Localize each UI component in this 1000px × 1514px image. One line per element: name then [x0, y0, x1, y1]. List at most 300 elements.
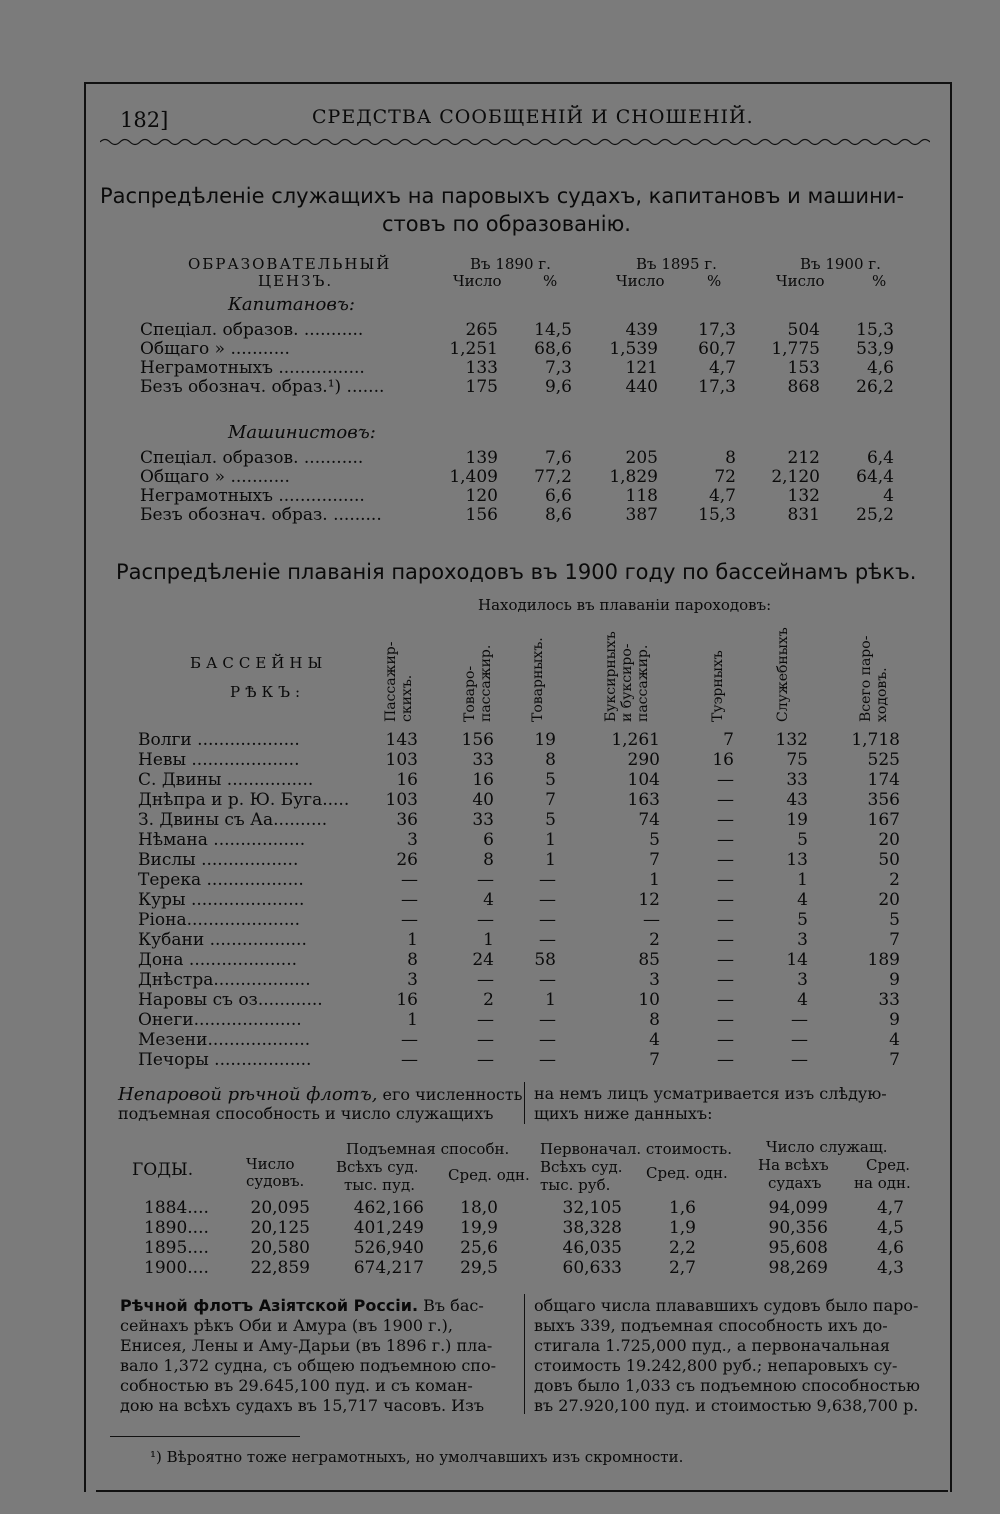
- head-staff-all-2: судахъ: [768, 1174, 822, 1192]
- table-cell: 439: [625, 320, 658, 340]
- table-cell: —: [539, 1010, 556, 1030]
- table-cell: 94,099: [768, 1198, 828, 1218]
- nonsteam-intro-right2: щихъ ниже данныхъ:: [534, 1104, 713, 1123]
- nonsteam-intro-line2: подъемная способность и число служащихъ: [118, 1104, 494, 1123]
- table-cell: 1,409: [449, 467, 498, 487]
- head-years: ГОДЫ.: [132, 1160, 194, 1180]
- table-cell: 132: [787, 486, 820, 506]
- table-cell: 5: [649, 830, 660, 850]
- table-cell: 1,775: [771, 339, 820, 359]
- table-cell: 2,7: [668, 1258, 696, 1278]
- table-cell: 20,095: [250, 1198, 310, 1218]
- year-1890: Въ 1890 г.: [470, 255, 551, 273]
- table-cell: —: [717, 930, 734, 950]
- table-cell: 98,269: [768, 1258, 828, 1278]
- year-label: 1884....: [144, 1198, 209, 1218]
- table-cell: —: [477, 970, 494, 990]
- table-cell: 14,5: [534, 320, 572, 340]
- table-cell: 4: [797, 990, 808, 1010]
- col-head-census: ЦЕНЗЪ.: [258, 272, 334, 290]
- table-cell: 16: [712, 750, 734, 770]
- table-cell: 8: [649, 1010, 660, 1030]
- basin-label: Мезени...................: [138, 1030, 311, 1050]
- table-cell: 1: [797, 870, 808, 890]
- table-cell: 9,6: [544, 377, 572, 397]
- table-cell: 440: [625, 377, 658, 397]
- table-cell: 26: [396, 850, 418, 870]
- basin-label: Днѣстра..................: [138, 970, 311, 990]
- head-capacity: Подъемная способн.: [346, 1140, 510, 1158]
- table-cell: 7: [649, 850, 660, 870]
- section1-title-line1: Распредѣленіе служащихъ на паровыхъ судахъ, капитановъ и машини-: [100, 184, 905, 208]
- rotated-column-header: [383, 642, 415, 723]
- table-cell: —: [643, 910, 660, 930]
- year-1895: Въ 1895 г.: [636, 255, 717, 273]
- table-cell: —: [717, 890, 734, 910]
- head-cost-avg: Сред. одн.: [646, 1164, 728, 1182]
- asian-fleet-line: довъ было 1,033 съ подъемною способностью: [534, 1376, 920, 1395]
- table-cell: 163: [627, 790, 660, 810]
- table-cell: 16: [472, 770, 494, 790]
- table-cell: 356: [867, 790, 900, 810]
- table-cell: 5: [797, 830, 808, 850]
- table-cell: 77,2: [534, 467, 572, 487]
- asian-fleet-heading: Рѣчной флотъ Азіятской Россіи.: [120, 1296, 419, 1315]
- table-cell: 68,6: [534, 339, 572, 359]
- table-cell: —: [401, 910, 418, 930]
- head-count-1: Число: [246, 1155, 295, 1173]
- asian-fleet-left: [120, 1296, 496, 1416]
- table-cell: 17,3: [698, 377, 736, 397]
- table-cell: 18,0: [460, 1198, 498, 1218]
- table-cell: 15,3: [856, 320, 894, 340]
- row-label: Неграмотныхъ ................: [140, 486, 365, 506]
- table-cell: 1: [483, 930, 494, 950]
- table-cell: 3: [797, 930, 808, 950]
- asian-fleet-line: сейнахъ рѣкъ Оби и Амура (въ 1900 г.),: [120, 1316, 453, 1335]
- table-cell: 72: [714, 467, 736, 487]
- table-cell: —: [401, 870, 418, 890]
- table-cell: 205: [625, 448, 658, 468]
- rotated-column-header: [530, 637, 546, 722]
- table-cell: 2: [889, 870, 900, 890]
- table-cell: 189: [867, 950, 900, 970]
- rotated-column-header: [710, 650, 726, 722]
- table-cell: 212: [787, 448, 820, 468]
- table-cell: —: [717, 790, 734, 810]
- head-capacity-all-2: тыс. пуд.: [344, 1176, 416, 1194]
- column-header-line: пассажир.: [635, 644, 651, 722]
- year-label: 1895....: [144, 1238, 209, 1258]
- table-cell: 22,859: [250, 1258, 310, 1278]
- table-cell: 174: [867, 770, 900, 790]
- nonsteam-heading: Непаровой рѣчной флотъ,: [118, 1084, 378, 1105]
- table-cell: 16: [396, 770, 418, 790]
- table-cell: 8: [483, 850, 494, 870]
- sub-pct-1890: %: [543, 272, 558, 290]
- table-cell: 2: [483, 990, 494, 1010]
- table-cell: 4,7: [876, 1198, 904, 1218]
- table-cell: 133: [465, 358, 498, 378]
- table-cell: 1,251: [449, 339, 498, 359]
- row-label: Спеціал. образов. ...........: [140, 320, 364, 340]
- table-cell: 85: [638, 950, 660, 970]
- asian-fleet-line: общаго числа плававшихъ судовъ было паро-: [534, 1296, 919, 1315]
- wavy-divider: [100, 135, 930, 149]
- table-cell: —: [539, 930, 556, 950]
- table-cell: 36: [396, 810, 418, 830]
- table-cell: 504: [787, 320, 820, 340]
- table-cell: —: [791, 1030, 808, 1050]
- table-cell: 32,105: [562, 1198, 622, 1218]
- table-cell: 7: [649, 1050, 660, 1070]
- basin-label: Наровы съ оз............: [138, 990, 323, 1010]
- table-cell: 3: [407, 830, 418, 850]
- table-cell: 462,166: [353, 1198, 424, 1218]
- table-cell: —: [477, 870, 494, 890]
- basin-label: Днѣпра и р. Ю. Буга.....: [138, 790, 350, 810]
- table-cell: 1: [545, 990, 556, 1010]
- table-cell: 4,3: [876, 1258, 904, 1278]
- table-cell: —: [717, 770, 734, 790]
- page-number: 182]: [120, 108, 169, 132]
- column-header-line: Товарныхъ.: [530, 637, 546, 722]
- table-cell: 58: [534, 950, 556, 970]
- table-cell: —: [477, 910, 494, 930]
- table-cell: 74: [638, 810, 660, 830]
- table-cell: —: [477, 1030, 494, 1050]
- basin-label: Волги ...................: [138, 730, 300, 750]
- column-header-line: и буксиро-: [619, 643, 635, 722]
- table-cell: 19: [534, 730, 556, 750]
- table-cell: 290: [627, 750, 660, 770]
- year-label: 1890....: [144, 1218, 209, 1238]
- running-title: СРЕДСТВА СООБЩЕНІЙ И СНОШЕНІЙ.: [312, 106, 754, 128]
- column-divider-2: [524, 1294, 525, 1414]
- table-cell: 674,217: [353, 1258, 424, 1278]
- head-staff-avg-1: Сред.: [866, 1156, 910, 1174]
- table-cell: 20: [878, 830, 900, 850]
- table-cell: 143: [385, 730, 418, 750]
- table-cell: 17,3: [698, 320, 736, 340]
- table-cell: 10: [638, 990, 660, 1010]
- table-cell: 15,3: [698, 505, 736, 525]
- group-title: Капитановъ:: [228, 294, 355, 315]
- table-cell: —: [539, 890, 556, 910]
- column-divider: [524, 1082, 525, 1124]
- asian-fleet-text: Въ бас-: [423, 1296, 484, 1315]
- head-staff: Число служащ.: [766, 1138, 888, 1156]
- asian-fleet-line: стоимость 19.242,800 руб.; непаровыхъ су-: [534, 1356, 898, 1375]
- asian-fleet-line: стигала 1.725,000 пуд., а первоначальная: [534, 1336, 891, 1355]
- table-cell: —: [477, 1050, 494, 1070]
- table-cell: —: [717, 910, 734, 930]
- table-cell: 29,5: [460, 1258, 498, 1278]
- table-cell: 4: [649, 1030, 660, 1050]
- head-cost-all-1: Всѣхъ суд.: [540, 1158, 623, 1176]
- table-cell: 75: [786, 750, 808, 770]
- asian-fleet-line: выхъ 339, подъемная способность ихъ до-: [534, 1316, 888, 1335]
- basin-label: Куры .....................: [138, 890, 305, 910]
- table-cell: 265: [465, 320, 498, 340]
- table-cell: 175: [465, 377, 498, 397]
- table-cell: 13: [786, 850, 808, 870]
- table-cell: 4,6: [866, 358, 894, 378]
- footnote: ¹) Вѣроятно тоже неграмотныхъ, но умолчавшихъ изъ скромности.: [150, 1448, 684, 1466]
- table-cell: 4,7: [708, 358, 736, 378]
- table-cell: —: [717, 1050, 734, 1070]
- table-cell: 831: [787, 505, 820, 525]
- table-cell: 43: [786, 790, 808, 810]
- table-cell: 33: [786, 770, 808, 790]
- head-cost: Первоначал. стоимость.: [540, 1140, 732, 1158]
- table-cell: 1: [407, 1010, 418, 1030]
- table-cell: 25,6: [460, 1238, 498, 1258]
- table-cell: 4: [797, 890, 808, 910]
- basin-label: Невы ....................: [138, 750, 300, 770]
- table-cell: 46,035: [562, 1238, 622, 1258]
- table-cell: 156: [461, 730, 494, 750]
- table-cell: 14: [786, 950, 808, 970]
- table-cell: 8: [545, 750, 556, 770]
- table-cell: 401,249: [353, 1218, 424, 1238]
- table-cell: 33: [472, 810, 494, 830]
- table-cell: 7,6: [544, 448, 572, 468]
- table-cell: —: [477, 1010, 494, 1030]
- basin-label: Дона ....................: [138, 950, 298, 970]
- table-cell: 7,3: [544, 358, 572, 378]
- sub-count-1900: Число: [776, 272, 825, 290]
- section2-title: Распредѣленіе плаванія пароходовъ въ 1900 году по бассейнамъ рѣкъ.: [116, 560, 917, 584]
- table-cell: 1,6: [668, 1198, 696, 1218]
- basin-label: Кубани ..................: [138, 930, 307, 950]
- table-cell: 6,6: [544, 486, 572, 506]
- table-cell: —: [791, 1010, 808, 1030]
- table-cell: 9: [889, 1010, 900, 1030]
- table-cell: 387: [625, 505, 658, 525]
- table-cell: 5: [545, 770, 556, 790]
- table-cell: 525: [867, 750, 900, 770]
- bottom-rule: [96, 1490, 948, 1492]
- table-cell: 7: [889, 1050, 900, 1070]
- table-cell: 26,2: [856, 377, 894, 397]
- nonsteam-intro-line1: [118, 1084, 522, 1105]
- table-cell: 2,120: [771, 467, 820, 487]
- year-1900: Въ 1900 г.: [800, 255, 881, 273]
- table-cell: —: [539, 870, 556, 890]
- asian-fleet-line: въ 27.920,100 пуд. и стоимостью 9,638,700 р.: [534, 1396, 919, 1415]
- table-cell: 5: [545, 810, 556, 830]
- table-cell: 103: [385, 790, 418, 810]
- asian-fleet-right: [534, 1296, 920, 1416]
- rotated-column-header: [858, 636, 890, 722]
- sub-count-1890: Число: [453, 272, 502, 290]
- table-cell: —: [401, 890, 418, 910]
- head-count-2: судовъ.: [246, 1172, 305, 1190]
- sub-pct-1895: %: [707, 272, 722, 290]
- basin-label: С. Двины ................: [138, 770, 314, 790]
- basin-label: Терека ..................: [138, 870, 304, 890]
- table-cell: —: [717, 990, 734, 1010]
- column-header-line: ходовъ.: [874, 667, 890, 722]
- table-cell: 60,7: [698, 339, 736, 359]
- footnote-rule: [110, 1436, 300, 1437]
- head-cost-all-2: тыс. руб.: [540, 1176, 611, 1194]
- table-cell: 1,539: [609, 339, 658, 359]
- column-header-line: Служебныхъ: [775, 627, 791, 722]
- table-cell: —: [717, 810, 734, 830]
- table-cell: —: [401, 1050, 418, 1070]
- table-cell: 2: [649, 930, 660, 950]
- basin-label: Нѣмана .................: [138, 830, 306, 850]
- table-cell: 8: [407, 950, 418, 970]
- found-header: Находилось въ плаваніи пароходовъ:: [478, 596, 772, 614]
- table-cell: 64,4: [856, 467, 894, 487]
- table-cell: 4,7: [708, 486, 736, 506]
- table-cell: —: [717, 870, 734, 890]
- column-header-line: Всего паро-: [858, 635, 874, 722]
- rotated-column-header: [462, 645, 494, 722]
- table-cell: 156: [465, 505, 498, 525]
- year-label: 1900....: [144, 1258, 209, 1278]
- head-staff-all-1: На всѣхъ: [758, 1156, 829, 1174]
- table-cell: 20,580: [250, 1238, 310, 1258]
- column-header-line: Буксирныхъ: [603, 631, 619, 722]
- table-cell: 16: [396, 990, 418, 1010]
- table-cell: —: [539, 1050, 556, 1070]
- table-cell: 8,6: [544, 505, 572, 525]
- table-cell: 868: [787, 377, 820, 397]
- row-label: Безъ обознач. образ.¹) .......: [140, 377, 385, 397]
- table-cell: 19,9: [460, 1218, 498, 1238]
- row-label: Спеціал. образов. ...........: [140, 448, 364, 468]
- table-cell: 50: [878, 850, 900, 870]
- table-cell: 120: [465, 486, 498, 506]
- table-cell: —: [791, 1050, 808, 1070]
- asian-fleet-line: собностью въ 29.645,100 пуд. и съ коман-: [120, 1376, 473, 1395]
- table-cell: 25,2: [856, 505, 894, 525]
- basin-label: Ріона.....................: [138, 910, 301, 930]
- asian-fleet-line: вало 1,372 судна, съ общею подъемною спо-: [120, 1356, 496, 1375]
- table-cell: 118: [625, 486, 658, 506]
- table-cell: 5: [889, 910, 900, 930]
- table-cell: 1,718: [851, 730, 900, 750]
- table-cell: 60,633: [562, 1258, 622, 1278]
- table-cell: 2,2: [668, 1238, 696, 1258]
- table-cell: 40: [472, 790, 494, 810]
- table-cell: 53,9: [856, 339, 894, 359]
- column-header-line: Товаро-: [462, 665, 478, 722]
- table-cell: 8: [725, 448, 736, 468]
- table-cell: 7: [723, 730, 734, 750]
- table-cell: 4: [883, 486, 894, 506]
- table-cell: 526,940: [353, 1238, 424, 1258]
- group-title: Машинистовъ:: [228, 422, 376, 443]
- table-cell: 3: [407, 970, 418, 990]
- table-cell: —: [717, 1010, 734, 1030]
- table-cell: —: [717, 830, 734, 850]
- table-cell: —: [401, 1030, 418, 1050]
- table-cell: 90,356: [768, 1218, 828, 1238]
- table-cell: 4: [889, 1030, 900, 1050]
- row-label: Общаго » ...........: [140, 339, 290, 359]
- rotated-column-header: [775, 627, 791, 722]
- table-cell: 139: [465, 448, 498, 468]
- table-cell: 132: [775, 730, 808, 750]
- column-header-line: пассажир.: [478, 644, 494, 722]
- table-cell: —: [717, 950, 734, 970]
- table-cell: 5: [797, 910, 808, 930]
- basin-label: Печоры ..................: [138, 1050, 312, 1070]
- table-cell: 1: [407, 930, 418, 950]
- asian-fleet-line1: [120, 1296, 496, 1316]
- sub-pct-1900: %: [872, 272, 887, 290]
- section1-title-line2: стовъ по образованію.: [382, 212, 631, 236]
- table-cell: 1: [649, 870, 660, 890]
- head-staff-avg-2: на одн.: [854, 1174, 911, 1192]
- row-label: Неграмотныхъ ................: [140, 358, 365, 378]
- basin-label: Вислы ..................: [138, 850, 299, 870]
- basin-label: З. Двины съ Аа..........: [138, 810, 328, 830]
- column-header-line: скихъ.: [399, 674, 415, 722]
- table-cell: 9: [889, 970, 900, 990]
- table-cell: 20: [878, 890, 900, 910]
- table-cell: —: [717, 970, 734, 990]
- col-head-education: ОБРАЗОВАТЕЛЬНЫЙ: [188, 255, 392, 273]
- head-capacity-all-1: Всѣхъ суд.: [336, 1158, 419, 1176]
- row-label: Безъ обознач. образ. .........: [140, 505, 382, 525]
- table-cell: —: [539, 970, 556, 990]
- table-cell: —: [539, 1030, 556, 1050]
- nonsteam-intro-right1: на немъ лицъ усматривается изъ слѣдую-: [534, 1084, 887, 1103]
- table-cell: 4,6: [876, 1238, 904, 1258]
- table-cell: 3: [797, 970, 808, 990]
- table-cell: 6,4: [866, 448, 894, 468]
- table-cell: 1,261: [611, 730, 660, 750]
- column-header-line: Туэрныхъ: [710, 650, 726, 722]
- basin-label: Онеги....................: [138, 1010, 302, 1030]
- table-cell: 95,608: [768, 1238, 828, 1258]
- head-capacity-avg: Сред. одн.: [448, 1166, 530, 1184]
- table-cell: 104: [627, 770, 660, 790]
- table-cell: 20,125: [250, 1218, 310, 1238]
- table-cell: 33: [878, 990, 900, 1010]
- table-cell: 33: [472, 750, 494, 770]
- rivers-head: РѢКЪ:: [230, 683, 306, 701]
- rotated-column-header: [603, 631, 651, 722]
- table-cell: 1: [545, 830, 556, 850]
- table-cell: 167: [867, 810, 900, 830]
- nonsteam-intro-rest: его численность: [382, 1085, 523, 1104]
- table-cell: 1,829: [609, 467, 658, 487]
- table-cell: 7: [545, 790, 556, 810]
- sub-count-1895: Число: [616, 272, 665, 290]
- table-cell: —: [717, 850, 734, 870]
- table-cell: 103: [385, 750, 418, 770]
- table-cell: 4: [483, 890, 494, 910]
- table-cell: 7: [889, 930, 900, 950]
- table-cell: 153: [787, 358, 820, 378]
- table-cell: —: [717, 1030, 734, 1050]
- table-cell: 1: [545, 850, 556, 870]
- table-cell: 19: [786, 810, 808, 830]
- basin-head: БАССЕЙНЫ: [190, 654, 328, 672]
- table-cell: 121: [625, 358, 658, 378]
- table-cell: 1,9: [668, 1218, 696, 1238]
- table-cell: 4,5: [876, 1218, 904, 1238]
- table-cell: 6: [483, 830, 494, 850]
- table-cell: 38,328: [562, 1218, 622, 1238]
